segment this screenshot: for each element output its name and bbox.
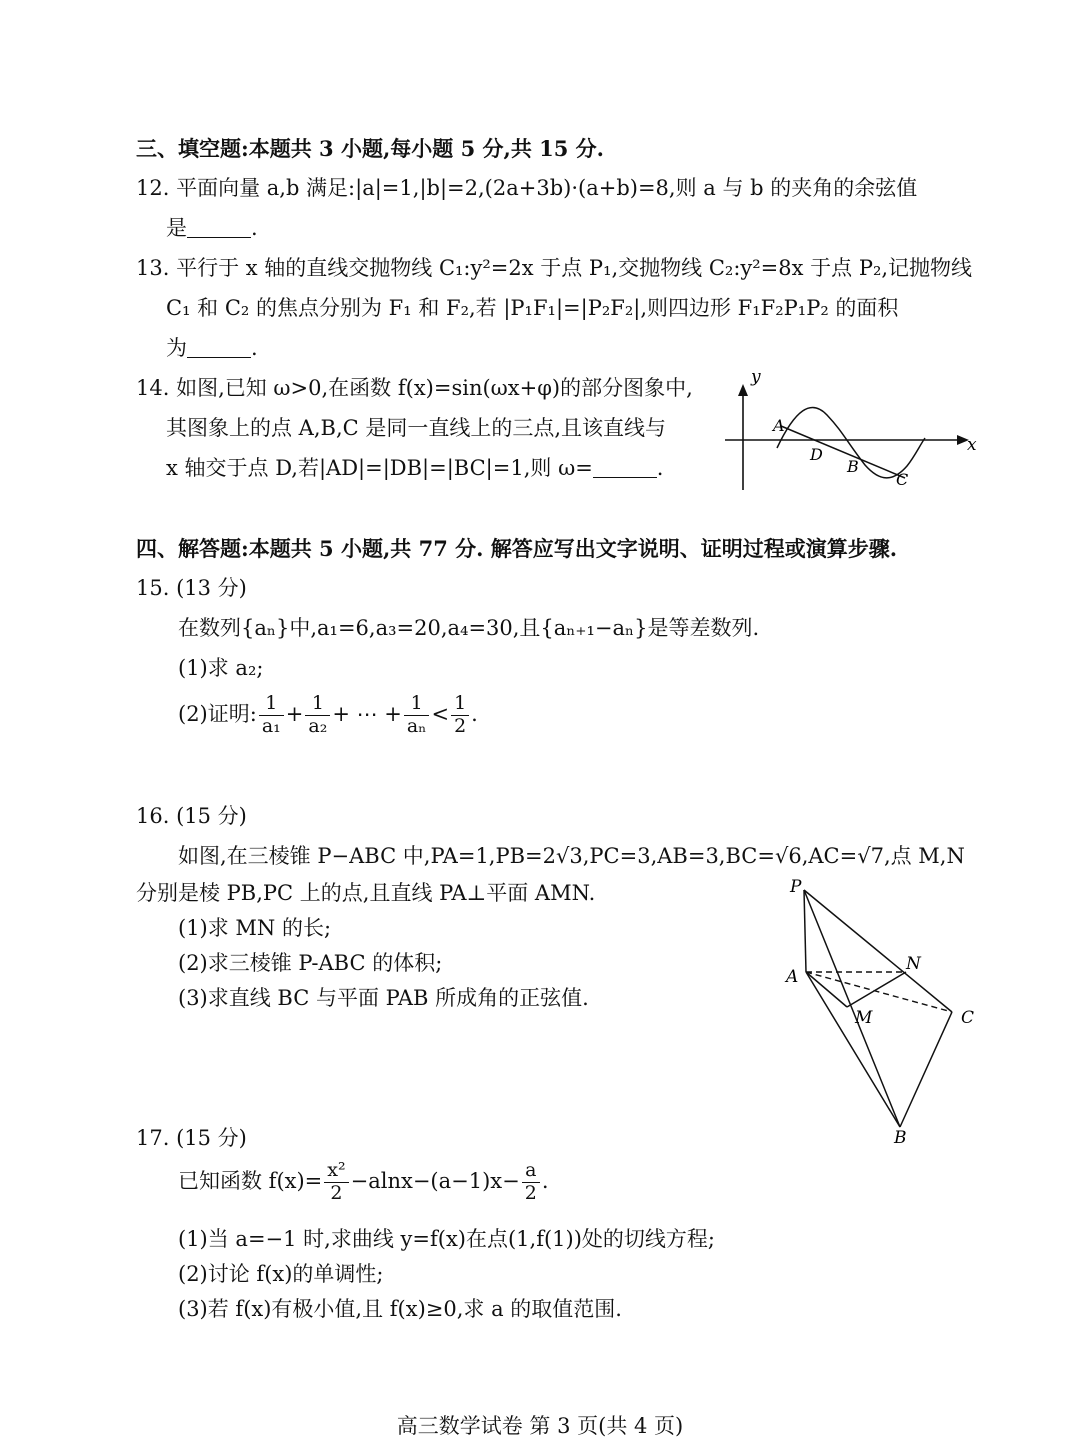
q16-edge-AB: [806, 972, 900, 1127]
q14-label-B: B: [847, 457, 859, 476]
q15-heading: 15. (13 分): [136, 576, 247, 600]
q16-heading: 16. (15 分): [136, 804, 247, 828]
q15-part-2-lead: (2)证明:: [178, 701, 257, 726]
q12-answer-blank: [187, 219, 251, 238]
q16-edge-AC-hidden: [806, 972, 952, 1012]
q15-part-2: [178, 693, 478, 738]
q15-part-1: (1)求 a₂;: [178, 656, 264, 680]
q16-label-N: N: [906, 954, 921, 974]
q17-frac-1-num: x²: [324, 1160, 348, 1183]
q13-line-3-text: 为: [166, 336, 187, 360]
q17-line-1: [178, 1160, 549, 1205]
q14-label-x: x: [967, 435, 977, 455]
q14-answer-blank: [593, 459, 657, 478]
q16-edge-PC: [804, 890, 952, 1012]
q16-label-C: C: [961, 1008, 975, 1028]
q17-part-3: (3)若 f(x)有极小值,且 f(x)≥0,求 a 的取值范围.: [178, 1297, 622, 1321]
q17-frac-2: [522, 1160, 540, 1205]
q14-label-C: C: [896, 470, 909, 489]
q16-part-1: (1)求 MN 的长;: [178, 916, 332, 940]
q16-line-1: 如图,在三棱锥 P−ABC 中,PA=1,PB=2√3,PC=3,AB=3,BC=√6,AC=√7,点 M,N: [178, 844, 965, 868]
q13-answer-blank: [187, 339, 251, 358]
q16-segment-MN: [847, 972, 906, 1007]
q14-label-D: D: [810, 445, 823, 464]
q14-line-1: 14. 如图,已知 ω>0,在函数 f(x)=sin(ωx+φ)的部分图象中,: [136, 376, 693, 400]
q14-label-A: A: [773, 416, 785, 435]
q14-sine-figure: [715, 370, 985, 495]
q14-line-3: x 轴交于点 D,若|AD|=|DB|=|BC|=1,则 ω= .: [166, 456, 664, 480]
q14-line-3-text: x 轴交于点 D,若|AD|=|DB|=|BC|=1,则 ω=: [166, 456, 593, 480]
q15-period: .: [471, 701, 478, 726]
q16-line-2: 分别是棱 PB,PC 上的点,且直线 PA⊥平面 AMN.: [136, 881, 596, 905]
q17-lead: 已知函数 f(x)=: [178, 1168, 323, 1193]
q15-frac-4-den: 2: [454, 714, 467, 737]
q13-line-1: 13. 平行于 x 轴的直线交抛物线 C₁:y²=2x 于点 P₁,交抛物线 C₂:y²=8x 于点 P₂,记抛物线: [136, 256, 973, 280]
q14-y-arrow-icon: [738, 384, 748, 396]
page-footer: 高三数学试卷 第 3 页(共 4 页): [396, 1414, 684, 1438]
section-3-header: 三、填空题:本题共 3 小题,每小题 5 分,共 15 分.: [136, 136, 604, 161]
q15-frac-2-num: 1: [305, 693, 330, 716]
q17-mid: −alnx−(a−1)x−: [350, 1168, 520, 1193]
q16-pyramid-figure: [780, 872, 1000, 1147]
q17-part-1: (1)当 a=−1 时,求曲线 y=f(x)在点(1,f(1))处的切线方程;: [178, 1227, 715, 1251]
section-4-header: 四、解答题:本题共 5 小题,共 77 分. 解答应写出文字说明、证明过程或演算步骤.: [136, 536, 898, 561]
q17-part-2: (2)讨论 f(x)的单调性;: [178, 1262, 384, 1286]
q16-label-B: B: [894, 1128, 907, 1147]
q14-label-y: y: [751, 370, 761, 387]
q15-frac-3-num: 1: [404, 693, 430, 716]
q17-heading: 17. (15 分): [136, 1126, 247, 1150]
q17-frac-2-num: a: [522, 1160, 540, 1183]
q15-less-than: <: [431, 701, 450, 726]
q16-label-A: A: [786, 967, 799, 987]
q15-frac-1-num: 1: [259, 693, 284, 716]
q15-frac-3-den: aₙ: [406, 714, 427, 737]
q13-line-2: C₁ 和 C₂ 的焦点分别为 F₁ 和 F₂,若 |P₁F₁|=|P₂F₂|,则四边形 F₁F₂P₁P₂ 的面积: [166, 296, 899, 320]
q15-frac-4-num: 1: [451, 693, 469, 716]
q15-frac-1: [259, 693, 284, 738]
q14-line-2: 其图象上的点 A,B,C 是同一直线上的三点,且该直线与: [166, 416, 667, 440]
q16-part-2: (2)求三棱锥 P-ABC 的体积;: [178, 951, 443, 975]
q16-edge-PA: [804, 890, 806, 972]
q17-frac-1: [324, 1160, 348, 1205]
q16-label-P: P: [790, 877, 802, 897]
q15-frac-2-den: a₂: [308, 714, 328, 737]
q13-line-3: 为 .: [166, 336, 258, 360]
q12-line-2-text: 是: [166, 216, 187, 240]
q15-frac-3: [404, 693, 430, 738]
q17-frac-2-den: 2: [524, 1181, 537, 1204]
q16-edge-BC: [900, 1012, 952, 1127]
q15-line-1: 在数列{aₙ}中,a₁=6,a₃=20,a₄=30,且{aₙ₊₁−aₙ}是等差数列.: [178, 616, 760, 640]
q15-dots: + ⋯ +: [332, 701, 402, 726]
q15-frac-2: [305, 693, 330, 738]
q17-end: .: [541, 1168, 549, 1193]
q15-frac-4: [451, 693, 469, 738]
q12-line-1: 12. 平面向量 a,b 满足:|a|=1,|b|=2,(2a+3b)·(a+b)=8,则 a 与 b 的夹角的余弦值: [136, 176, 918, 200]
q16-label-M: M: [855, 1008, 873, 1028]
q16-part-3: (3)求直线 BC 与平面 PAB 所成角的正弦值.: [178, 986, 589, 1010]
q16-edge-PB: [804, 890, 900, 1127]
q15-plus: +: [285, 701, 304, 726]
q12-line-2: 是 .: [166, 216, 258, 240]
q17-frac-1-den: 2: [330, 1181, 343, 1204]
q15-frac-1-den: a₁: [261, 714, 281, 737]
